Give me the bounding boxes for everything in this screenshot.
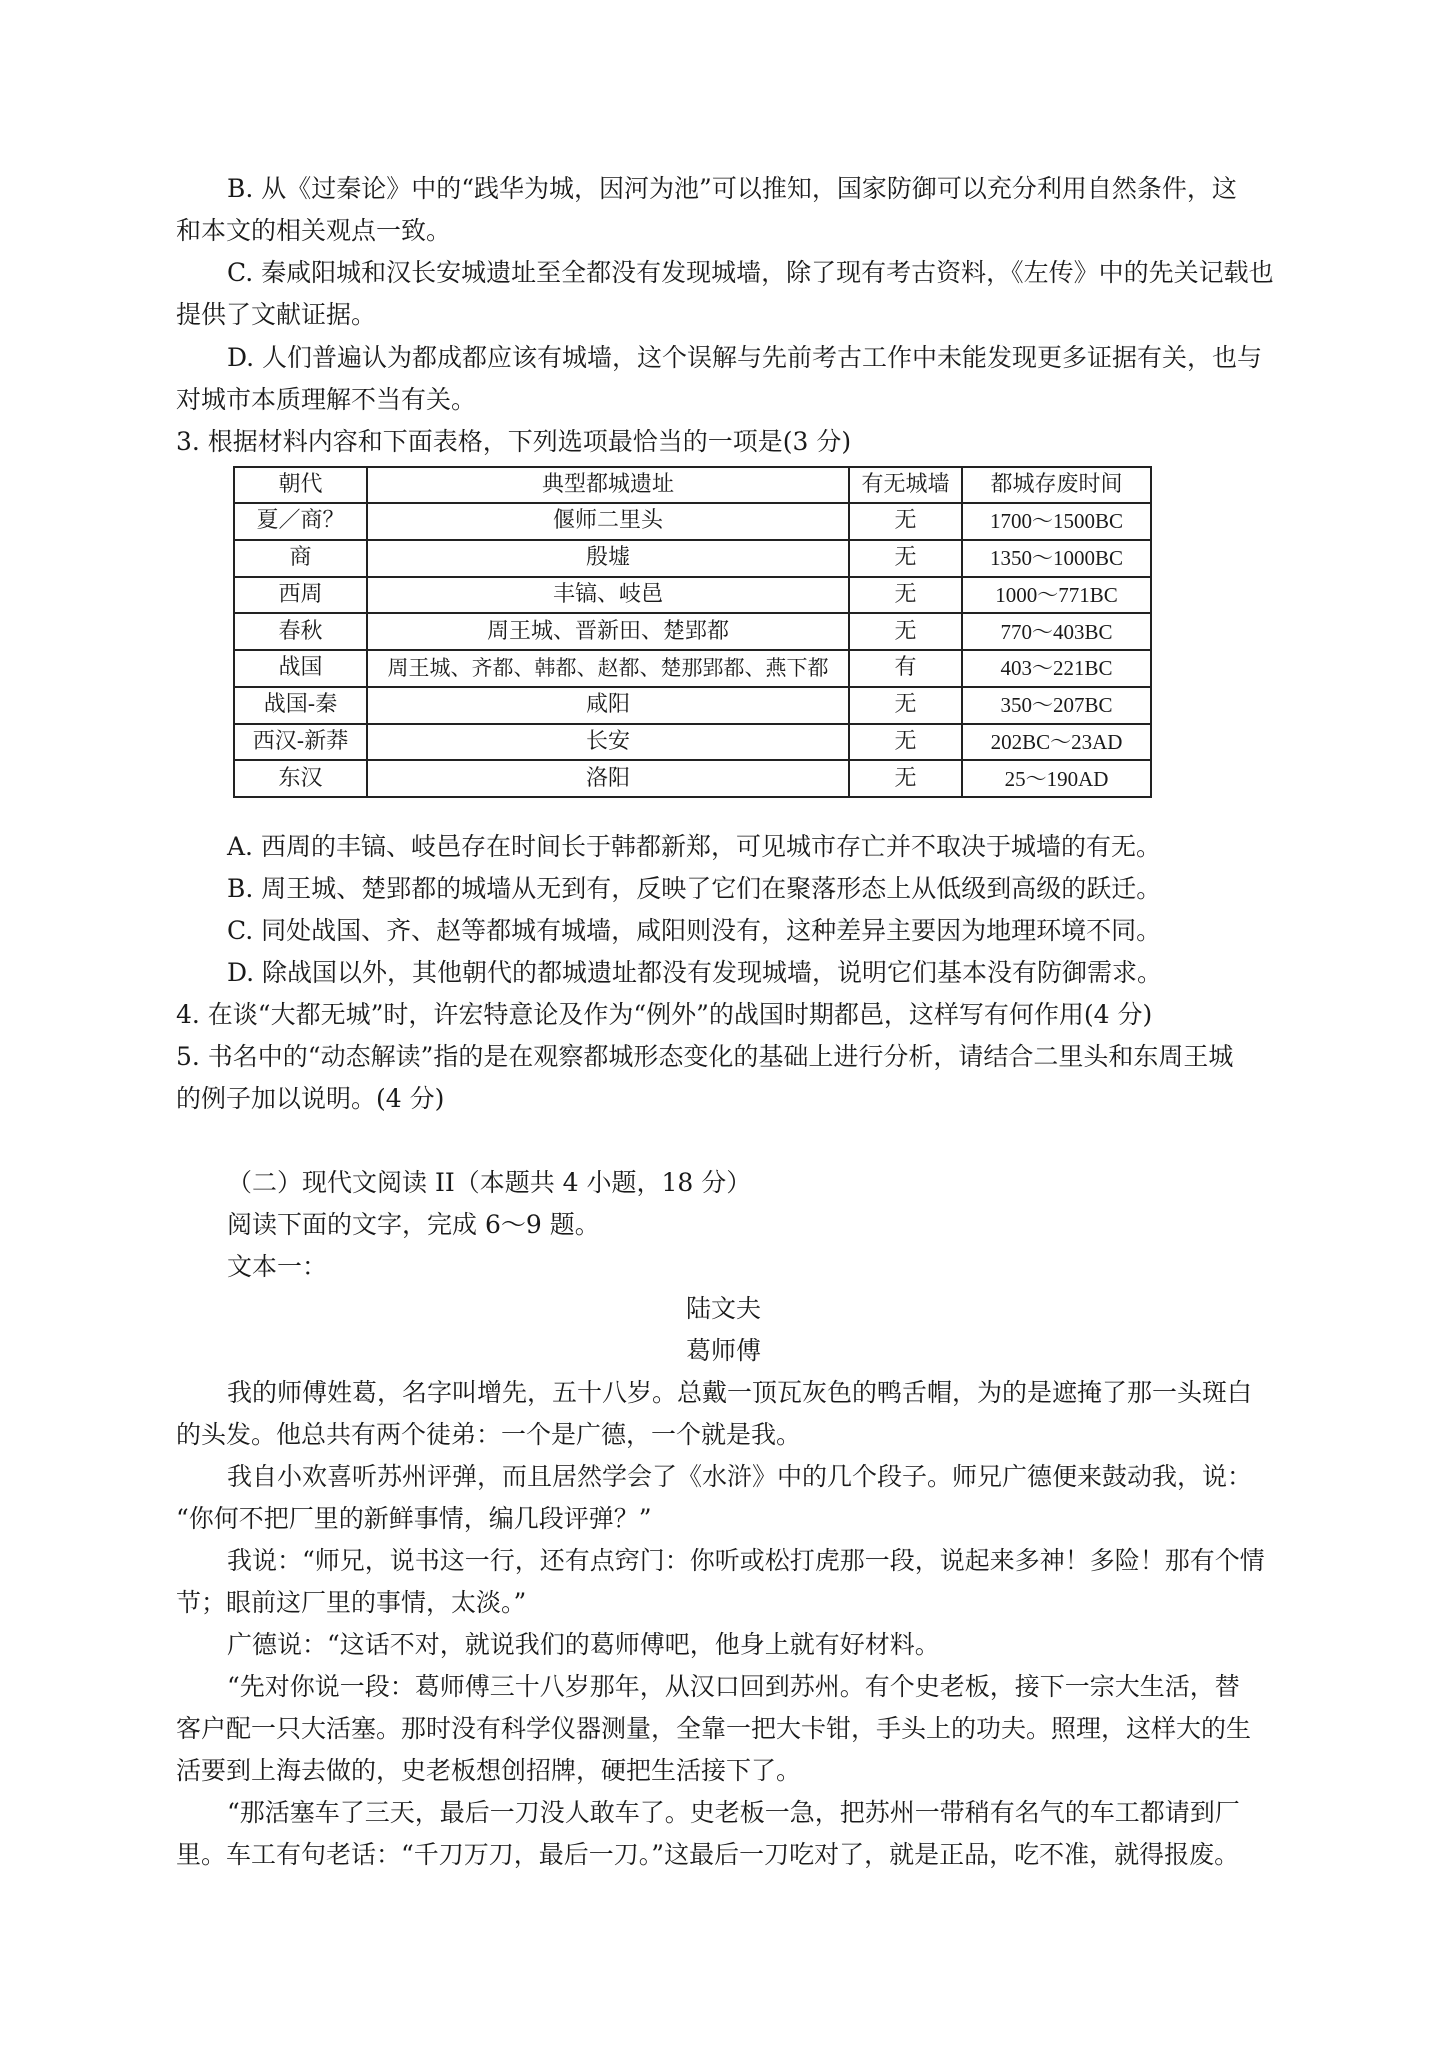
cell-wall: 无 (849, 540, 962, 577)
dynasty-capital-table (233, 466, 1152, 798)
cell-dynasty: 战国-秦 (234, 687, 367, 724)
paragraph-1-line-2: 的头发。他总共有两个徒弟：一个是广德，一个就是我。 (176, 1420, 802, 1449)
cell-wall: 无 (849, 687, 962, 724)
paragraph-2-line-1: 我自小欢喜听苏州评弹，而且居然学会了《水浒》中的几个段子。师兄广德便来鼓动我，说： (227, 1462, 1253, 1491)
cell-period: 1350～1000BC (962, 540, 1151, 577)
reading-instruction: 阅读下面的文字，完成 6～9 题。 (227, 1210, 600, 1239)
question-3-option-a: A. 西周的丰镐、岐邑存在时间长于韩都新郑，可见城市存亡并不取决于城墙的有无。 (227, 832, 1161, 861)
option-d-line-1: D. 人们普遍认为都成都应该有城墙，这个误解与先前考古工作中未能发现更多证据有关，也与 (227, 343, 1263, 372)
table-row (234, 760, 1151, 797)
story-author: 陆文夫 (685, 1294, 761, 1323)
cell-wall: 无 (849, 724, 962, 761)
cell-site: 洛阳 (367, 760, 849, 797)
cell-wall: 无 (849, 503, 962, 540)
option-b-line-1: B. 从《过秦论》中的“践华为城，因河为池”可以推知，国家防御可以充分利用自然条件，这 (227, 174, 1237, 203)
cell-period: 1000～771BC (962, 577, 1151, 614)
cell-site: 周王城、齐都、韩都、赵都、楚那郢都、燕下都 (367, 650, 849, 687)
table-row (234, 613, 1151, 650)
option-c-line-1: C. 秦咸阳城和汉长安城遗址至全都没有发现城墙，除了现有考古资料，《左传》中的先关记载也 (227, 258, 1274, 287)
table-row (234, 540, 1151, 577)
cell-site: 周王城、晋新田、楚郢都 (367, 613, 849, 650)
header-site: 典型都城遗址 (367, 467, 849, 503)
paragraph-6-line-2: 里。车工有句老话：“千刀万刀，最后一刀。”这最后一刀吃对了，就是正品，吃不准，就得报废。 (176, 1840, 1240, 1869)
paragraph-5-line-3: 活要到上海去做的，史老板想创招牌，硬把生活接下了。 (176, 1756, 802, 1785)
paragraph-5-line-2: 客户配一只大活塞。那时没有科学仪器测量，全靠一把大卡钳，手头上的功夫。照理，这样大的生 (176, 1714, 1252, 1743)
cell-dynasty: 西周 (234, 577, 367, 614)
cell-dynasty: 东汉 (234, 760, 367, 797)
header-dynasty: 朝代 (234, 467, 367, 503)
cell-dynasty: 战国 (234, 650, 367, 687)
question-3-option-c: C. 同处战国、齐、赵等都城有城墙，咸阳则没有，这种差异主要因为地理环境不同。 (227, 916, 1162, 945)
story-title: 葛师傅 (685, 1336, 761, 1365)
cell-dynasty: 夏／商？ (234, 503, 367, 540)
cell-site: 殷墟 (367, 540, 849, 577)
table-row (234, 503, 1151, 540)
section-heading: （二）现代文阅读 II（本题共 4 小题，18 分） (227, 1168, 752, 1197)
cell-period: 1700～1500BC (962, 503, 1151, 540)
cell-dynasty: 西汉-新莽 (234, 724, 367, 761)
cell-period: 25～190AD (962, 760, 1151, 797)
question-3-option-d: D. 除战国以外，其他朝代的都城遗址都没有发现城墙，说明它们基本没有防御需求。 (227, 958, 1163, 987)
cell-wall: 无 (849, 760, 962, 797)
question-4: 4. 在谈“大都无城”时，许宏特意论及作为“例外”的战国时期都邑，这样写有何作用(4 分) (176, 1000, 1153, 1029)
cell-dynasty: 春秋 (234, 613, 367, 650)
cell-site: 长安 (367, 724, 849, 761)
paragraph-1-line-1: 我的师傅姓葛，名字叫增先，五十八岁。总戴一顶瓦灰色的鸭舌帽，为的是遮掩了那一头斑白 (227, 1378, 1253, 1407)
paragraph-5-line-1: “先对你说一段：葛师傅三十八岁那年，从汉口回到苏州。有个史老板，接下一宗大生活，替 (227, 1672, 1240, 1701)
table-header-row (234, 467, 1151, 503)
cell-dynasty: 商 (234, 540, 367, 577)
question-3: 3. 根据材料内容和下面表格，下列选项最恰当的一项是(3 分) (176, 427, 852, 456)
paragraph-3-line-1: 我说：“师兄，说书这一行，还有点窍门：你听或松打虎那一段，说起来多神！多险！那有个情 (227, 1546, 1265, 1575)
text-one-label: 文本一： (227, 1252, 328, 1281)
option-d-line-2: 对城市本质理解不当有关。 (176, 385, 477, 414)
table-row (234, 687, 1151, 724)
cell-site: 丰镐、岐邑 (367, 577, 849, 614)
option-b-line-2: 和本文的相关观点一致。 (176, 216, 452, 245)
table-row (234, 577, 1151, 614)
paragraph-3-line-2: 节；眼前这厂里的事情，太淡。” (176, 1588, 527, 1617)
table-row (234, 650, 1151, 687)
cell-wall: 无 (849, 577, 962, 614)
paragraph-2-line-2: “你何不把厂里的新鲜事情，编几段评弹？” (176, 1504, 652, 1533)
header-wall: 有无城墙 (849, 467, 962, 503)
question-5-line-1: 5. 书名中的“动态解读”指的是在观察都城形态变化的基础上进行分析，请结合二里头和东周王城 (176, 1042, 1234, 1071)
cell-wall: 无 (849, 613, 962, 650)
cell-site: 偃师二里头 (367, 503, 849, 540)
option-c-line-2: 提供了文献证据。 (176, 300, 377, 329)
cell-site: 咸阳 (367, 687, 849, 724)
question-3-option-b: B. 周王城、楚郢都的城墙从无到有，反映了它们在聚落形态上从低级到高级的跃迁。 (227, 874, 1162, 903)
question-5-line-2: 的例子加以说明。(4 分) (176, 1084, 445, 1113)
cell-period: 202BC～23AD (962, 724, 1151, 761)
header-period: 都城存废时间 (962, 467, 1151, 503)
table-row (234, 724, 1151, 761)
cell-period: 350～207BC (962, 687, 1151, 724)
cell-wall: 有 (849, 650, 962, 687)
paragraph-6-line-1: “那活塞车了三天，最后一刀没人敢车了。史老板一急，把苏州一带稍有名气的车工都请到厂 (227, 1798, 1240, 1827)
cell-period: 403～221BC (962, 650, 1151, 687)
paragraph-4: 广德说：“这话不对，就说我们的葛师傅吧，他身上就有好材料。 (227, 1630, 940, 1659)
cell-period: 770～403BC (962, 613, 1151, 650)
